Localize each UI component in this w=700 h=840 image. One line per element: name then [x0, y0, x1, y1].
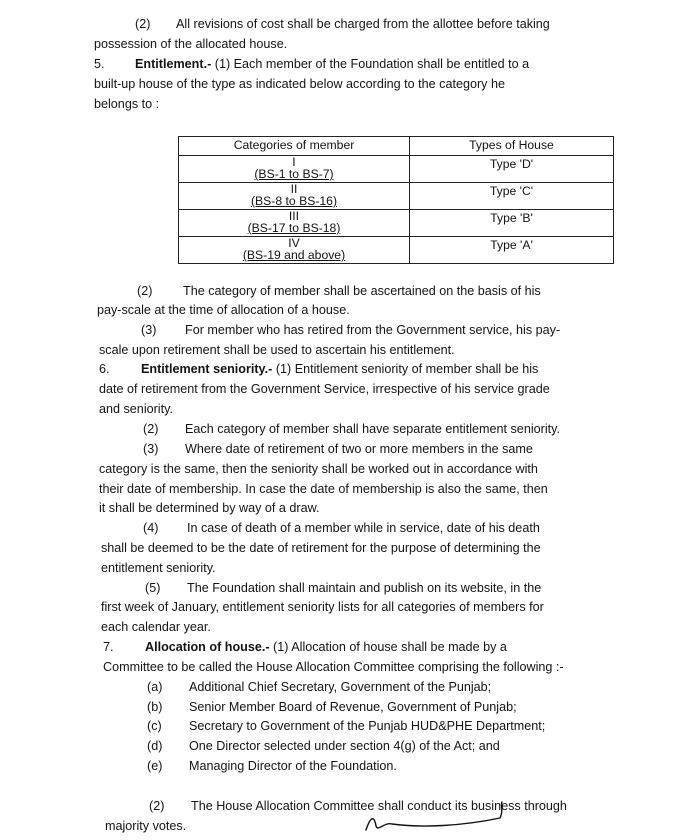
section-heading: Entitlement seniority.- (1) Entitlement seniority of member shall be his: [141, 362, 539, 376]
paragraph-text: and seniority.: [99, 402, 173, 416]
paragraph-number: (2): [143, 422, 159, 436]
category-range: (BS-1 to BS-7): [254, 167, 334, 181]
list-item-label: (b): [147, 700, 163, 714]
paragraph-text: category is the same, then the seniority shall be worked out in accordance with: [99, 462, 538, 476]
paragraph-text: majority votes.: [105, 819, 187, 833]
section-number: 7.: [103, 640, 114, 654]
list-item: Secretary to Government of the Punjab HUD&PHE Department;: [189, 719, 546, 733]
paragraph-text: their date of membership. In case the date of membership is also the same, then: [99, 482, 548, 496]
list-item: Senior Member Board of Revenue, Government of Punjab;: [189, 700, 517, 714]
category-cell: [179, 237, 410, 264]
category-numeral: II: [290, 182, 298, 196]
table-header: Categories of member: [179, 137, 410, 156]
paragraph-text: pay-scale at the time of allocation of a house.: [97, 303, 350, 317]
paragraph-text: shall be deemed to be the date of retirement for the purpose of determining the: [101, 541, 541, 555]
house-type-cell: Type 'C': [410, 183, 614, 210]
paragraph-text: In case of death of a member while in service, date of his death: [187, 521, 540, 535]
paragraph-text: scale upon retirement shall be used to ascertain his entitlement.: [99, 343, 455, 357]
paragraph-text: each calendar year.: [101, 620, 211, 634]
section-number: 5.: [94, 57, 105, 71]
table-row: [179, 156, 614, 183]
table-header-row: [179, 137, 614, 156]
category-numeral: III: [288, 209, 300, 223]
paragraph-text: The House Allocation Committee shall conduct its business through: [191, 799, 567, 813]
paragraph-number: (2): [149, 799, 165, 813]
category-range: (BS-17 to BS-18): [247, 221, 341, 235]
categories-table: [178, 136, 614, 264]
list-item-label: (d): [147, 739, 163, 753]
house-type-cell: Type 'A': [410, 237, 614, 264]
paragraph-number: (3): [143, 442, 159, 456]
paragraph-text: For member who has retired from the Government service, his pay-: [185, 323, 561, 337]
paragraph-text: first week of January, entitlement seniority lists for all categories of members for: [101, 600, 544, 614]
paragraph-text: Each category of member shall have separate entitlement seniority.: [185, 422, 560, 436]
paragraph-number: (2): [135, 17, 151, 31]
table-header: Types of House: [410, 137, 614, 156]
category-cell: [179, 156, 410, 183]
list-item: Managing Director of the Foundation.: [189, 759, 397, 773]
handwritten-signature: [362, 800, 522, 834]
list-item: One Director selected under section 4(g) of the Act; and: [189, 739, 500, 753]
section-heading: Entitlement.- (1) Each member of the Foundation shall be entitled to a: [135, 57, 530, 71]
house-type-cell: Type 'D': [410, 156, 614, 183]
paragraph-text: possession of the allocated house.: [94, 37, 288, 51]
paragraph-number: (2): [137, 284, 153, 298]
house-type-cell: Type 'B': [410, 210, 614, 237]
category-range: (BS-19 and above): [242, 248, 346, 262]
paragraph-text: entitlement seniority.: [101, 561, 216, 575]
paragraph-text: Where date of retirement of two or more members in the same: [185, 442, 533, 456]
paragraph-text: Committee to be called the House Allocation Committee comprising the following :-: [103, 660, 564, 674]
category-range: (BS-8 to BS-16): [250, 194, 338, 208]
paragraph-text: date of retirement from the Government Service, irrespective of his service grade: [99, 382, 550, 396]
paragraph-text: belongs to :: [94, 97, 160, 111]
table-row: [179, 210, 614, 237]
table-row: [179, 183, 614, 210]
table-row: [179, 237, 614, 264]
category-numeral: IV: [288, 236, 300, 250]
category-cell: [179, 183, 410, 210]
category-numeral: I: [292, 155, 296, 169]
list-item: Additional Chief Secretary, Government of the Punjab;: [189, 680, 492, 694]
section-number: 6.: [99, 362, 110, 376]
list-item-label: (e): [147, 759, 163, 773]
paragraph-text: built-up house of the type as indicated below according to the category he: [94, 77, 505, 91]
paragraph-text: The Foundation shall maintain and publish on its website, in the: [187, 581, 542, 595]
paragraph-text: The category of member shall be ascertained on the basis of his: [183, 284, 541, 298]
paragraph-number: (5): [145, 581, 161, 595]
paragraph-text: it shall be determined by way of a draw.: [99, 501, 320, 515]
list-item-label: (a): [147, 680, 163, 694]
paragraph-number: (3): [141, 323, 157, 337]
category-cell: [179, 210, 410, 237]
paragraph-number: (4): [143, 521, 159, 535]
paragraph-text: All revisions of cost shall be charged from the allottee before taking: [176, 17, 550, 31]
section-heading: Allocation of house.- (1) Allocation of house shall be made by a: [145, 640, 507, 654]
list-item-label: (c): [147, 719, 162, 733]
